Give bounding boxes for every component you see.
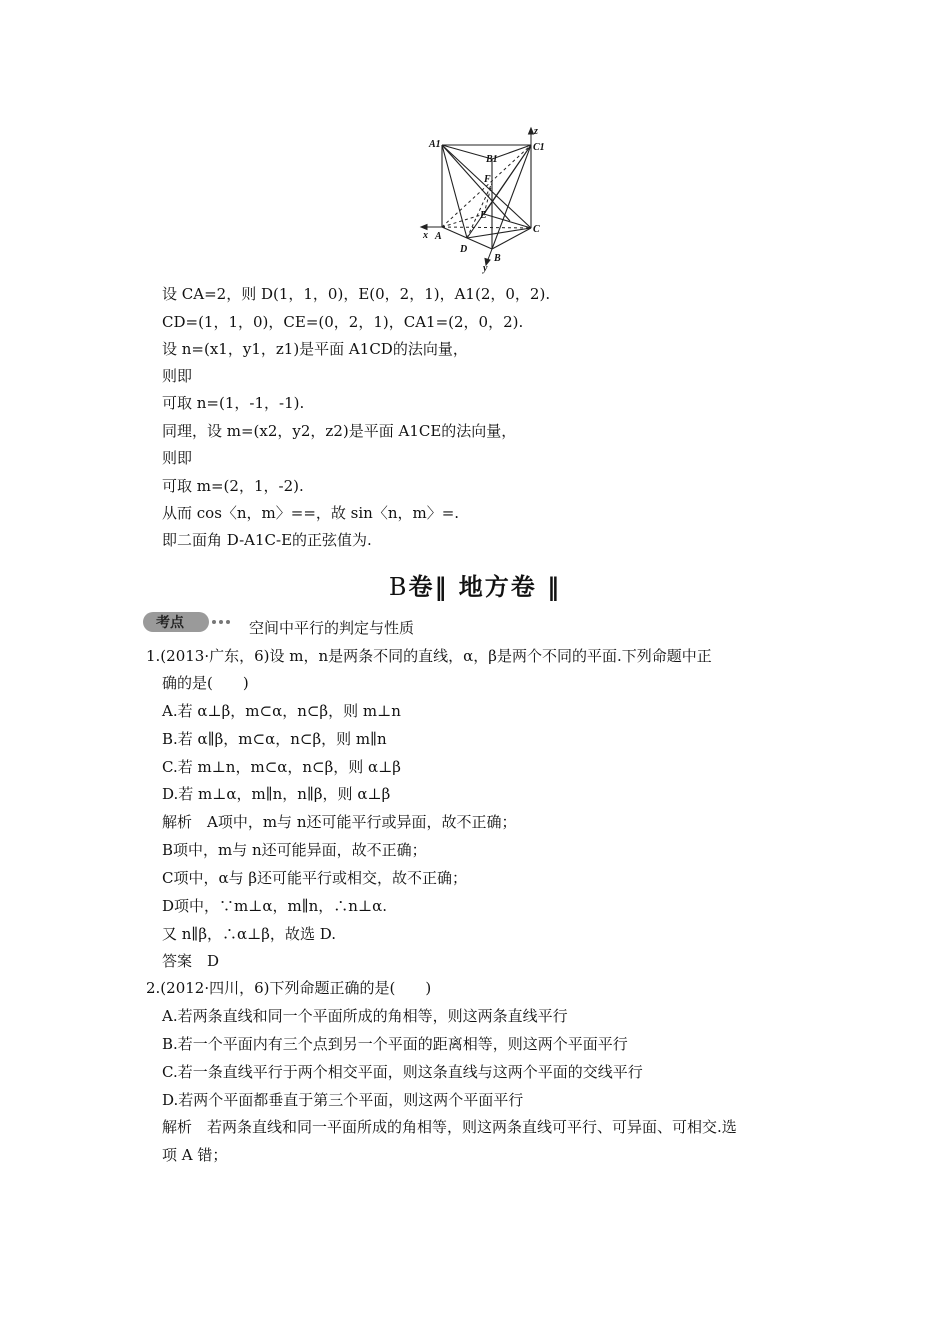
option-a: A.若两条直线和同一个平面所成的角相等，则这两条直线平行 (162, 1007, 568, 1025)
label-e: E (480, 210, 487, 221)
option-a: A.若 α⊥β，m⊂α，n⊂β，则 m⊥n (162, 702, 401, 720)
label-y: y (483, 263, 488, 274)
solution-line: 可取 n=(1，-1，-1). (162, 394, 305, 412)
badge-label: 考点 (156, 615, 184, 631)
option-c: C.若一条直线平行于两个相交平面，则这条直线与这两个平面的交线平行 (162, 1063, 643, 1081)
hidden-edge-a-c (442, 227, 531, 228)
analysis-line: 又 n∥β，∴α⊥β，故选 D. (162, 925, 336, 943)
solution-line: 可取 m=(2，1，-2). (162, 477, 304, 495)
solution-line: 即二面角 D-A1C-E的正弦值为. (162, 531, 372, 549)
badge-dot (219, 620, 223, 624)
option-c: C.若 m⊥n，m⊂α，n⊂β，则 α⊥β (162, 758, 401, 776)
z-axis-arrow (529, 128, 534, 134)
label-b1: B1 (486, 154, 498, 165)
option-d: D.若两个平面都垂直于第三个平面，则这两个平面平行 (162, 1091, 524, 1109)
analysis-line: 解析 若两条直线和同一平面所成的角相等，则这两条直线可平行、可异面、可相交.选 (162, 1118, 737, 1136)
edge-b1-c1 (492, 145, 531, 159)
question-stem: 1.(2013·广东，6)设 m，n是两条不同的直线，α，β是两个不同的平面.下列命题中正 (146, 647, 712, 665)
analysis-line: B项中，m与 n还可能异面，故不正确； (162, 841, 427, 859)
heading-text: 卷‖ 地方卷 ‖ (408, 572, 562, 601)
analysis-line: D项中，∵m⊥α，m∥n，∴n⊥α. (162, 897, 387, 915)
label-a1: A1 (429, 139, 441, 150)
analysis-line: 解析 A项中，m与 n还可能平行或异面，故不正确； (162, 813, 517, 831)
label-a: A (435, 231, 442, 242)
option-d: D.若 m⊥α，m∥n，n∥β，则 α⊥β (162, 785, 391, 803)
label-f: F (484, 174, 491, 185)
answer-line: 答案 D (162, 952, 220, 970)
label-b: B (494, 253, 501, 264)
option-b: B.若 α∥β，m⊂α，n⊂β，则 m∥n (162, 730, 387, 748)
solution-line: 同理，设 m=(x2，y2，z2)是平面 A1CE的法向量， (162, 422, 517, 440)
section-title: 空间中平行的判定与性质 (249, 619, 415, 637)
x-axis-arrow (421, 225, 427, 230)
question-stem: 确的是( ) (162, 674, 249, 692)
solution-line: 设 n=(x1，y1，z1)是平面 A1CD的法向量， (162, 340, 468, 358)
badge-dot (226, 620, 230, 624)
label-x: x (423, 230, 428, 241)
badge-dot (212, 620, 216, 624)
label-d: D (460, 244, 468, 255)
analysis-line: 项 A 错； (162, 1146, 228, 1164)
solution-line: 则即 (162, 449, 193, 467)
solution-line: CD=(1，1，0)，CE=(0，2，1)，CA1=(2，0，2). (162, 313, 524, 331)
prism-figure (410, 125, 560, 275)
solution-line: 设 CA=2，则 D(1，1，0)，E(0，2，1)，A1(2，0，2). (162, 285, 551, 303)
analysis-line: C项中，α与 β还可能平行或相交，故不正确； (162, 869, 468, 887)
label-z: z (534, 126, 538, 137)
label-c: C (533, 224, 540, 235)
heading-letter: B (388, 573, 409, 601)
question-stem: 2.(2012·四川，6)下列命题正确的是( ) (146, 979, 432, 997)
section-heading (0, 567, 950, 602)
option-b: B.若一个平面内有三个点到另一个平面的距离相等，则这两个平面平行 (162, 1035, 628, 1053)
label-c1: C1 (533, 142, 545, 153)
solution-line: 则即 (162, 367, 193, 385)
solution-line: 从而 cos〈n，m〉==，故 sin〈n，m〉=. (162, 504, 460, 522)
